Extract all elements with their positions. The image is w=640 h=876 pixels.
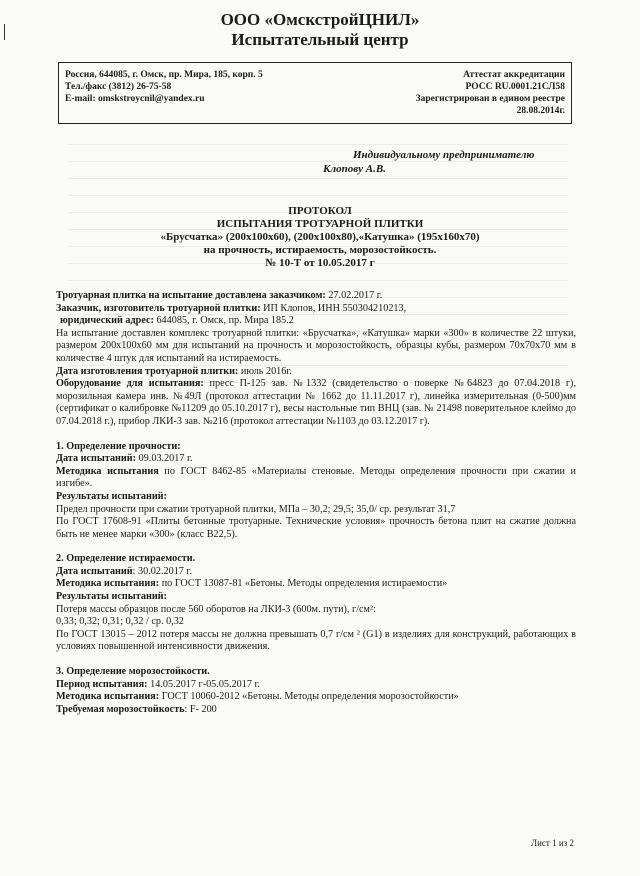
made-line [56, 366, 576, 379]
section-2-heading: 2. Определение истираемости. [56, 553, 196, 565]
legal-value: 644085, г. Омск, пр. Мира 185.2 [153, 315, 294, 327]
s2-results-label: Результаты испытаний: [56, 591, 167, 603]
s3-req-label: Требуемая морозостойкость [56, 703, 185, 715]
s3-period-value: 14.05.2017 г-05.05.2017 г. [147, 678, 261, 690]
title-line-1: ПРОТОКОЛ [288, 205, 352, 217]
page-number: Лист 1 из 2 [531, 838, 574, 848]
s2-result-1: Потеря массы образцов после 560 оборотов на ЛКИ-3 (600м. пути), г/см²: [56, 603, 376, 615]
s3-period-label: Период испытания: [56, 678, 148, 690]
s2-method-line [56, 578, 576, 591]
addressee-line-2: Клопову А.В. [323, 163, 386, 175]
s3-method-label: Методика испытания: [56, 691, 160, 703]
made-value: июль 2016г. [238, 365, 292, 377]
s1-date-label: Дата испытаний: [56, 453, 137, 465]
section-1-heading: 1. Определение прочности: [56, 440, 181, 452]
delivery-text: На испытание доставлен комплекс тротуарной плитки: «Брусчатка», «Катушка» марки «300» в количестве 22 штуки, размером 200х100х60 мм для испытаний на прочность и морозостойкость, образцы кубы, размером 70х70х70 мм в количестве 4 штук для испытаний на истираемость. [56, 327, 576, 364]
email: E-mail: omskstroycnil@yandex.ru [65, 94, 205, 104]
s1-method-line [56, 466, 576, 491]
section-3-heading: 3. Определение морозостойкости. [56, 666, 210, 678]
center-name: Испытательный центр [231, 30, 409, 49]
equipment-line [56, 378, 576, 428]
title-line-3: «Брусчатка» (200х100х60), (200х100х80),«Катушка» (195х160х70) [160, 231, 480, 243]
title-line-4: на прочность, истираемость, морозостойкость. [203, 244, 437, 256]
phone: Тел./факс (3812) 26-75-58 [65, 82, 172, 92]
organization-header [0, 10, 640, 50]
address: Россия, 644085, г. Омск, пр. Мира, 185, корп. 5 [65, 70, 263, 80]
legal-address-line [56, 315, 576, 328]
s2-method-label: Методика испытания: [56, 578, 160, 590]
customer-line [56, 303, 576, 316]
s2-date-label: Дата испытаний [56, 565, 133, 577]
customer-label: Заказчик, изготовитель тротуарной плитки: [56, 302, 261, 314]
s1-result-1: Предел прочности при сжатии тротуарной плитки, МПа – 30,2; 29,5; 35,0/ ср. результат 31,7 [56, 503, 456, 515]
s3-requirement-line [56, 704, 576, 717]
addressee-line-1: Индивидуальному предпринимателю [353, 149, 535, 161]
s1-date-line [56, 453, 576, 466]
s1-date-value: 09.03.2017 г. [136, 453, 193, 465]
s3-period-line [56, 679, 576, 692]
delivered-line [56, 290, 576, 303]
title-line-5: № 10-Т от 10.05.2017 г [265, 257, 375, 269]
attestat-label: Аттестат аккредитации [463, 70, 565, 80]
s2-method-value: по ГОСТ 13087-81 «Бетоны. Методы определения истираемости» [159, 578, 448, 590]
s3-method-line [56, 691, 576, 704]
s2-result-3: По ГОСТ 13015 – 2012 потеря массы не должна превышать 0,7 г/см ² (G1) в изделиях для конструкций, работающих в условиях повышенной интенсивности движения. [56, 628, 576, 653]
s1-method-value: по ГОСТ 8462-85 «Материалы стеновые. Методы определения прочности при сжатии и изгибе». [56, 465, 576, 490]
equip-value: пресс П-125 зав. №1332 (свидетельство о поверке №64823 до 07.04.2018 г), морозильная камера инв. №49Л (протокол аттестации № 1662 до 11.11.2017 г), линейка измерительная (0-500)мм (сертификат о калибровке №11209 до 05.10.2017 г), весы настольные тип ВНЦ (зав. № 21498 поверительное клеймо до 07.04.2018 г.), прибор ЛКИ-3 зав. №216 (протокол аттестации №1103 до 03.12.2017 г). [56, 378, 576, 427]
s1-method-label: Методика испытания [56, 465, 159, 477]
attestat-number: РОСС RU.0001.21СЛ58 [465, 82, 565, 92]
s1-result-2: По ГОСТ 17608-91 «Плиты бетонные тротуарные. Технические условия» прочность бетона плит на сжатие должна быть не менее марки «300» (класс В22,5). [56, 516, 576, 540]
delivered-value: 27.02.2017 г. [325, 290, 383, 301]
contact-box [58, 62, 572, 124]
title-line-2: ИСПЫТАНИЯ ТРОТУАРНОЙ ПЛИТКИ [216, 218, 424, 230]
equip-label: Оборудование для испытания: [56, 378, 204, 390]
made-label: Дата изготовления тротуарной плитки: [56, 365, 239, 377]
s2-result-2: 0,33; 0,32; 0,31; 0,32 / ср. 0,32 [56, 616, 184, 628]
delivered-label: Тротуарная плитка на испытание доставлена заказчиком: [56, 290, 326, 301]
addressee [323, 148, 535, 176]
registry-label: Зарегистрирован в едином реестре [415, 94, 565, 104]
protocol-title [0, 205, 640, 270]
s1-results-label: Результаты испытаний: [56, 490, 167, 502]
registry-date: 28.08.2014г. [516, 106, 565, 116]
legal-label: юридический адрес: [60, 315, 154, 327]
org-name: ООО «ОмскстройЦНИЛ» [220, 10, 420, 29]
s3-method-value: ГОСТ 10060-2012 «Бетоны. Методы определения морозостойкости» [159, 691, 459, 703]
contact-details [65, 69, 263, 105]
s2-date-value: : 30.02.2017 г. [132, 565, 192, 577]
s3-req-value: : F- 200 [184, 703, 217, 715]
s2-date-line [56, 566, 576, 579]
protocol-body [56, 290, 576, 716]
customer-value: ИП Клопов, ИНН 550304210213, [260, 302, 407, 314]
accreditation-details [416, 69, 565, 117]
